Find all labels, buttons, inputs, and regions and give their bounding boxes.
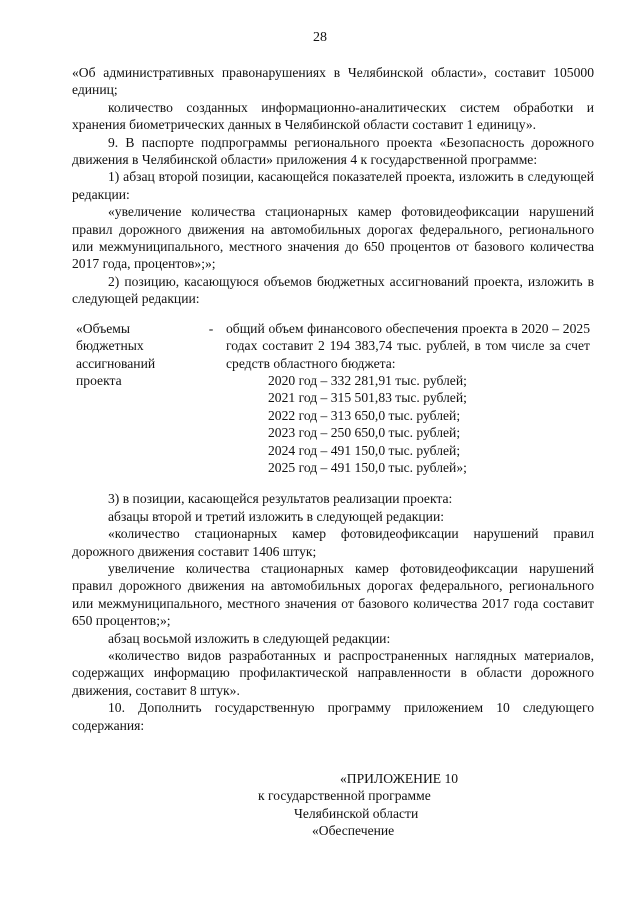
- budget-year-line: 2021 год – 315 501,83 тыс. рублей;: [268, 390, 467, 406]
- paragraph: 9. В паспорте подпрограммы регионального проекта «Безопасность дорожного движения в Челябинской области» приложения 4 к государственной программе:: [72, 134, 594, 168]
- budget-year-line: 2023 год – 250 650,0 тыс. рублей;: [268, 425, 461, 441]
- appendix-heading: [0, 770, 640, 840]
- paragraph: 1) абзац второй позиции, касающейся показателей проекта, изложить в следующей редакции:: [72, 169, 594, 202]
- budget-intro: общий объем финансового обеспечения проекта в 2020 – 2025 годах составит 2 194 383,74 тыс. рублей, в том числе за счет средств областного бюджета:: [226, 320, 590, 371]
- paragraph: абзацы второй и третий изложить в следующей редакции:: [108, 508, 444, 524]
- appendix-line: Челябинской области: [294, 805, 419, 821]
- budget-table-value: [226, 320, 590, 477]
- paragraph: абзац восьмой изложить в следующей редакции:: [108, 630, 391, 646]
- paragraph: «увеличение количества стационарных камер фотовидеофиксации нарушений правил дорожного движения на автомобильных дорогах федерального, регионального или межмуниципального, местного значения до 650 процентов от базового количества 2017 года, процентов»;»;: [72, 204, 594, 272]
- label-line: «Объемы: [76, 320, 130, 336]
- appendix-line: к государственной программе: [258, 788, 431, 804]
- appendix-line: «Обеспечение: [312, 823, 395, 839]
- paragraph: 2) позицию, касающуюся объемов бюджетных ассигнований проекта, изложить в следующей редакции:: [72, 273, 594, 307]
- budget-year-line: 2024 год – 491 150,0 тыс. рублей;: [268, 442, 461, 458]
- table-dash: -: [208, 320, 214, 336]
- paragraph: увеличение количества стационарных камер фотовидеофиксации нарушений правил дорожного движения на автомобильных дорогах федерального, регионального или межмуниципального, местного значения от базового количества 2017 года составит 650 процентов;»;: [72, 560, 594, 629]
- label-line: проекта: [76, 372, 122, 388]
- paragraph: «количество видов разработанных и распространенных наглядных материалов, содержащих информацию профилактической направленности в области дорожного движения, составит 8 штук».: [72, 648, 594, 698]
- budget-year-line: 2020 год – 332 281,91 тыс. рублей;: [268, 372, 467, 388]
- paragraph: «Об административных правонарушениях в Челябинской области», составит 105000 единиц;: [72, 65, 594, 98]
- paragraph: количество созданных информационно-аналитических систем обработки и хранения биометрических данных в Челябинской области составит 1 единицу».: [72, 99, 594, 133]
- paragraph: «количество стационарных камер фотовидеофиксации нарушений правил дорожного движения составит 1406 штук;: [72, 526, 594, 559]
- paragraph: 10. Дополнить государственную программу приложением 10 следующего содержания:: [72, 700, 594, 733]
- paragraph: 3) в позиции, касающейся результатов реализации проекта:: [108, 491, 453, 507]
- budget-year-line: 2022 год – 313 650,0 тыс. рублей;: [268, 407, 461, 423]
- page-number: 28: [313, 30, 327, 45]
- document-body: [72, 64, 594, 734]
- budget-year-line: 2025 год – 491 150,0 тыс. рублей»;: [268, 459, 467, 475]
- budget-table-label: [72, 320, 196, 477]
- budget-table: [72, 320, 594, 477]
- appendix-title: «ПРИЛОЖЕНИЕ 10: [340, 771, 459, 786]
- label-line: бюджетных: [76, 338, 144, 354]
- label-line: ассигнований: [76, 355, 156, 371]
